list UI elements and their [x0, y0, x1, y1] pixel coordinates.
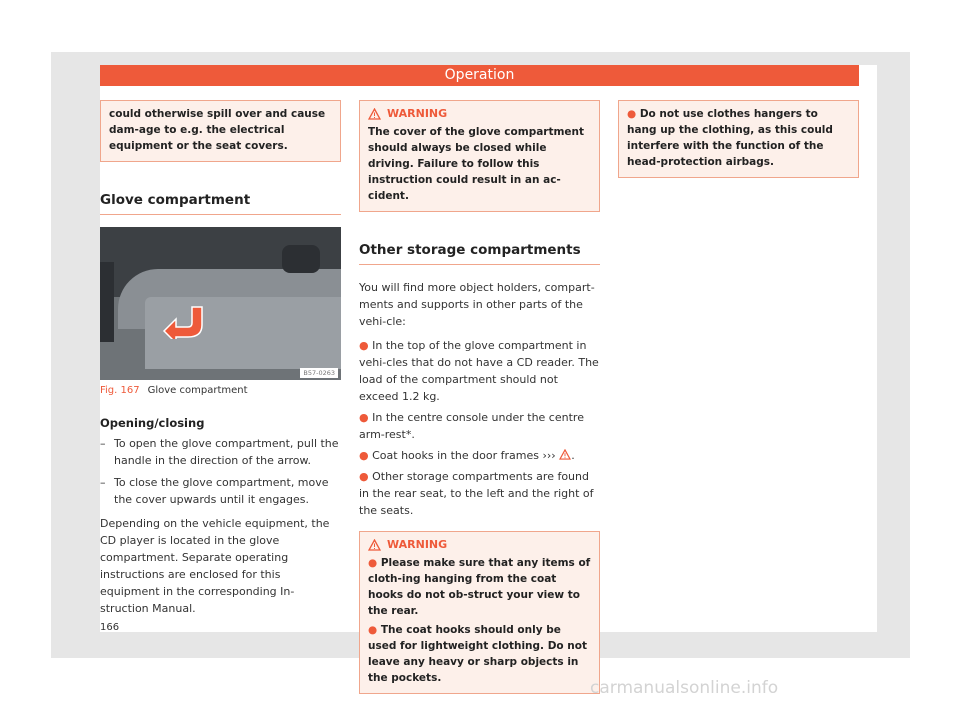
warning-box [359, 531, 600, 694]
warning-triangle-icon [368, 539, 381, 551]
section-heading-glove-compartment: Glove compartment [100, 192, 341, 215]
list-item: – To close the glove compartment, move the cover upwards until it engages. [100, 476, 329, 506]
column-left [100, 100, 341, 617]
figure-label: Fig. 167 [100, 385, 140, 396]
list-item: ● Other storage compartments are found in the rear seat, to the left and the right of the seats. [359, 470, 594, 517]
column-right [618, 100, 859, 178]
figure-caption-text: Glove compartment [147, 385, 248, 396]
list-item: ● In the centre console under the centre arm-rest*. [359, 411, 584, 441]
figure-code: B57-0263 [300, 368, 338, 378]
paragraph: Depending on the vehicle equipment, the CD player is located in the glove compartment. Separate operating instructions are enclosed for this equipment in the corresponding In-struction Manual. [100, 517, 330, 615]
warning-title: WARNING [368, 538, 591, 551]
page-number: 166 [100, 622, 120, 633]
air-vent-left-icon [100, 262, 114, 342]
list-item: ● The coat hooks should only be used for lightweight clothing. Do not leave any heavy or sharp objects in the pockets. [368, 624, 587, 684]
column-middle [359, 100, 600, 694]
reference-arrow[interactable]: ››› [542, 449, 556, 462]
subheading-opening-closing: Opening/closing [100, 416, 205, 430]
note-box: ● Do not use clothes hangers to hang up the clothing, as this could interfere with the function of the head-protection airbags. [618, 100, 859, 178]
warning-triangle-icon [559, 449, 571, 460]
list-item: ● Please make sure that any items of cloth-ing hanging from the coat hooks do not ob-struct your view to the rear. [368, 557, 591, 617]
section-header: Operation [100, 65, 859, 86]
warning-text: The cover of the glove compartment should always be closed while driving. Failure to follow this instruction could result in an ac-cident. [368, 126, 585, 202]
air-vent-icon [282, 245, 320, 273]
figure-caption [100, 385, 341, 396]
warning-triangle-icon [368, 108, 381, 120]
watermark: carmanualsonline.info [590, 678, 779, 698]
warning-title: WARNING [368, 107, 591, 120]
section-heading-other-storage: Other storage compartments [359, 242, 600, 265]
intro-paragraph: You will find more object holders, compart-ments and supports in other parts of the vehi-cle: [359, 281, 595, 328]
list-item: ● In the top of the glove compartment in vehi-cles that do not have a CD reader. The load of the compartment should not exceed 1.2 kg. [359, 339, 599, 403]
list-item: – To open the glove compartment, pull the handle in the direction of the arrow. [100, 437, 339, 467]
figure-glove-compartment [100, 227, 341, 380]
list-item: ● Coat hooks in the door frames ››› . [359, 449, 575, 462]
note-box: could otherwise spill over and cause dam-age to e.g. the electrical equipment or the seat covers. [100, 100, 341, 162]
pull-arrow-icon [162, 305, 204, 339]
warning-box [359, 100, 600, 212]
